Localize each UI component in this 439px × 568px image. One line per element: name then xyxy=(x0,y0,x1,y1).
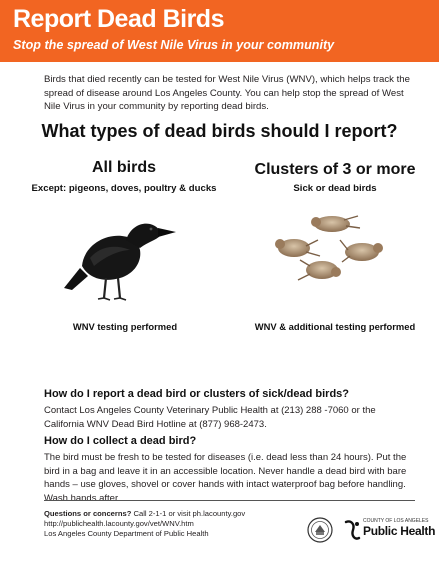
column-title-all-birds: All birds xyxy=(91,159,156,176)
crow-photo xyxy=(60,206,180,306)
header-banner xyxy=(0,0,439,62)
footer-url-link[interactable]: http://publichealth.lacounty.gov/vet/WNV.htm xyxy=(44,519,194,528)
public-health-name: Public Health xyxy=(363,524,436,538)
footer-questions-text[interactable]: Call 2-1-1 or visit ph.lacounty.gov xyxy=(133,509,246,518)
county-seal-icon xyxy=(307,517,333,543)
footer-questions-label: Questions or concerns? xyxy=(44,509,132,518)
question-heading: What types of dead birds should I report? xyxy=(41,121,398,141)
section-body-report: Contact Los Angeles County Veterinary Public Health at (213) 288 -7060 or the California WNV Dead Bird Hotline at (877) 968-2473. xyxy=(44,405,376,430)
column-subtitle-all-birds: Except: pigeons, doves, poultry & ducks xyxy=(31,183,217,194)
footer-questions xyxy=(44,509,245,518)
page-subtitle: Stop the spread of West Nile Virus in your community xyxy=(13,38,335,52)
intro-paragraph: Birds that died recently can be tested for West Nile Virus (WNV), which helps track the spread of disease around Los Angeles County. You can help stop the spread of West Nile Virus in your community by reporting dead birds. xyxy=(44,74,410,112)
column-subtitle-clusters: Sick or dead birds xyxy=(293,183,377,194)
column-title-clusters: Clusters of 3 or more xyxy=(254,161,416,178)
footer-department: Los Angeles County Department of Public Health xyxy=(44,529,209,538)
dead-birds-cluster-photo xyxy=(270,210,390,286)
section-body-collect: The bird must be fresh to be tested for diseases (i.e. dead less than 24 hours). Put the bird in a bag and leave it in an accessible location. Never handle a dead bird with bare hands – use gloves, shovel or cover hands with intact waterproof bag before handling. Wash hands after. xyxy=(44,452,407,504)
public-health-county-label: COUNTY OF LOS ANGELES xyxy=(363,518,429,524)
page-title: Report Dead Birds xyxy=(13,5,224,33)
section-heading-report: How do I report a dead bird or clusters of sick/dead birds? xyxy=(44,388,350,400)
caption-all-birds: WNV testing performed xyxy=(72,321,178,332)
caption-clusters: WNV & additional testing performed xyxy=(254,321,416,332)
section-heading-collect: How do I collect a dead bird? xyxy=(44,435,197,447)
footer-divider xyxy=(44,500,415,501)
